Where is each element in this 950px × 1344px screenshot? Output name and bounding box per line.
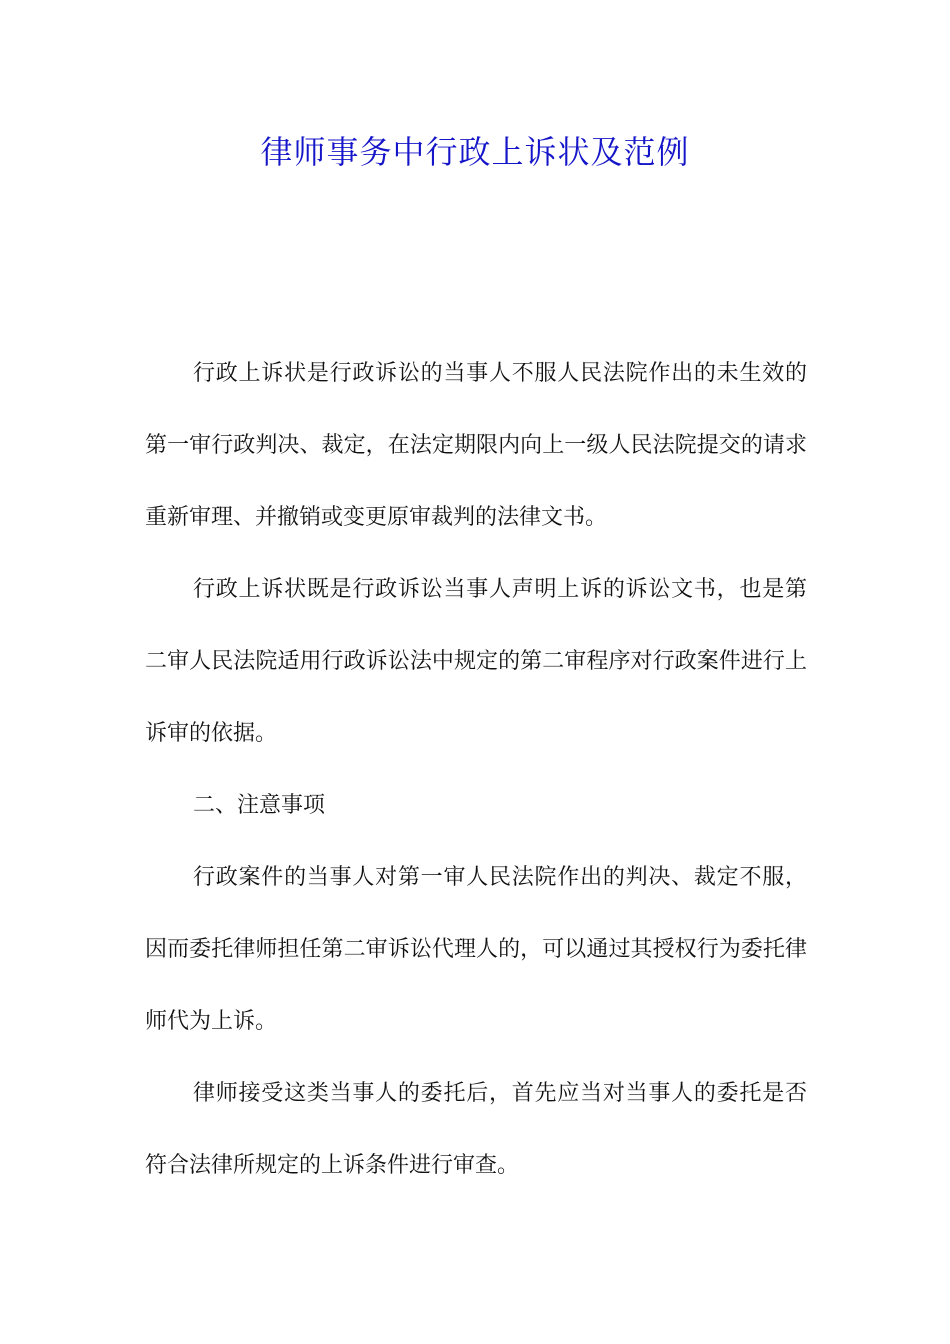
document-title: 律师事务中行政上诉状及范例: [260, 133, 690, 171]
paragraph-definition: 行政上诉状是行政诉讼的当事人不服人民法院作出的未生效的第一审行政判决、裁定，在法定期限内向上一级人民法院提交的请求重新审理、并撤销或变更原审裁判的法律文书。: [145, 361, 807, 530]
paragraph-purpose: 行政上诉状既是行政诉讼当事人声明上诉的诉讼文书，也是第二审人民法院适用行政诉讼法中规定的第二审程序对行政案件进行上诉审的依据。: [145, 577, 807, 746]
document-body: [145, 338, 807, 1202]
paragraph-review: 律师接受这类当事人的委托后，首先应当对当事人的委托是否符合法律所规定的上诉条件进行审查。: [145, 1081, 807, 1178]
paragraph-entrust: 行政案件的当事人对第一审人民法院作出的判决、裁定不服，因而委托律师担任第二审诉讼代理人的，可以通过其授权行为委托律师代为上诉。: [145, 865, 807, 1034]
section-heading-notes: 二、注意事项: [193, 793, 326, 818]
